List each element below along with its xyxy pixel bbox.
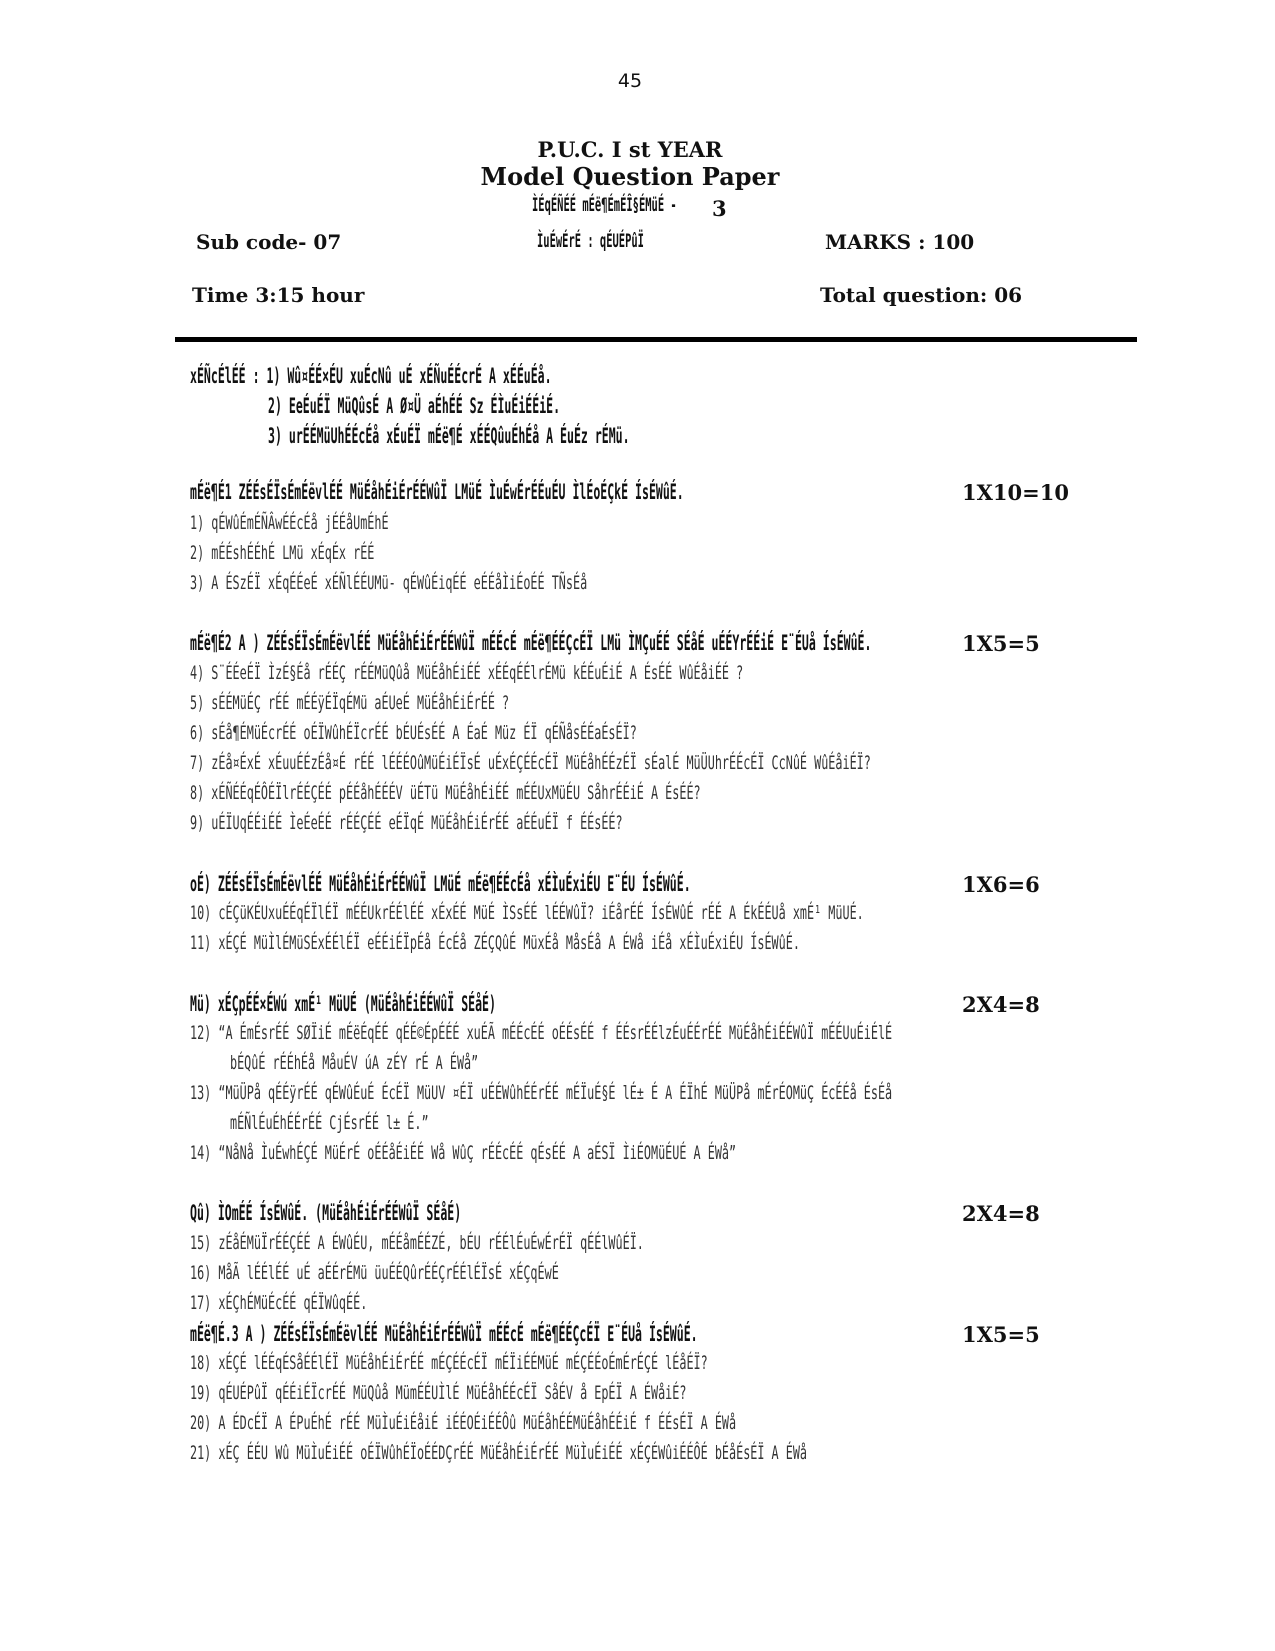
section-marks: 2X4=8	[962, 1201, 1040, 1226]
total-marks: MARKS : 100	[825, 230, 975, 254]
subject-code: Sub code- 07	[196, 230, 342, 254]
class-year-heading: P.U.C. I st YEAR	[537, 137, 723, 162]
question-item: 14) “NåNå ÌuÉwhÉÇÉ MüÉrÉ oÉÉåÉiÉÉ Wå WûÇ rÉÉcÉÉ qÉsÉÉ A aÉSÏ ÌiÉOMüÉUÉ A ÉWå”	[190, 1142, 737, 1164]
section-title: mÉë¶É.3 A ) ZÉÉsÉÏsÉmÉëvlÉÉ MüÉåhÉiÉrÉÉWûÏ mÉÉcÉ mÉë¶ÉÉÇcÉÏ E¨ÉUå ÍsÉWûÉ.	[190, 1322, 698, 1346]
section-marks: 2X4=8	[962, 992, 1040, 1017]
exam-time: Time 3:15 hour	[192, 283, 365, 307]
question-item: 13) “MüÜPå qÉÉÿrÉÉ qÉWûÉuÉ ÉcÉÏ MüUV ¤ÉÏ uÉÉWûhÉÉrÉÉ mÉÏuÉ§É lÉ± É A ÉÏhÉ MüÜPå mÉrÉOMüÇ ÉcÉÉå ÉsÉå	[190, 1082, 893, 1104]
question-item: 11) xÉÇÉ MüÌlÉMüSÉxÉÉlÉÏ eÉÉiÉÏpÉå ÉcÉå ZÉÇQûÉ MüxÉå MåsÉå A ÉWå iÉå xÉÌuÉxiÉU ÍsÉWûÉ.	[190, 932, 800, 954]
question-item: 3) A ÉSzÉÏ xÉqÉÉeÉ xÉÑlÉÉUMü- qÉWûÉiqÉÉ eÉÉåÌiÉoÉÉ TÑsÉå	[190, 572, 588, 594]
question-item: 19) qÉUÉPûÏ qÉÉiÉÏcrÉÉ MüQûå MümÉÉUÌlÉ MüÉåhÉÉcÉÏ SåÉV å EpÉÏ A ÉWåiÉ?	[190, 1382, 687, 1404]
instruction-line: xÉÑcÉlÉÉ : 1) Wû¤ÉÉ×ÉU xuÉcNû uÉ xÉÑuÉÉcrÉ A xÉÉuÉå.	[190, 364, 552, 388]
question-item: 16) MåÃ lÉÉlÉÉ uÉ aÉÉrÉMü üuÉÉQûrÉÉÇrÉÉlÉÏsÉ xÉÇqÉwÉ	[190, 1262, 559, 1284]
question-item: 17) xÉÇhÉMüÉcÉÉ qÉÏWûqÉÉ.	[190, 1292, 368, 1314]
question-item: 5) sÉÉMüÉÇ rÉÉ mÉÉÿÉÏqÉMü aÉUeÉ MüÉåhÉiÉrÉÉ ?	[190, 692, 510, 714]
page-number: 45	[617, 70, 643, 92]
section-marks: 1X6=6	[962, 872, 1040, 897]
paper-title: Model Question Paper	[480, 162, 780, 191]
question-item: 10) cÉÇüKÉUxuÉÉqÉÏlÉÏ mÉÉUkrÉÉlÉÉ xÉxÉÉ MüÉ ÌSsÉÉ lÉÉWûÏ? iÉårÉÉ ÍsÉWûÉ rÉÉ A ÉkÉÉUå xmÉ¹ MüUÉ.	[190, 902, 864, 924]
instruction-line: 3) urÉÉMüUhÉÉcÉå xÉuÉÏ mÉë¶É xÉÉQûuÉhÉå A ÉuÉz rÉMü.	[268, 424, 630, 448]
question-item: 4) S¨ÉÉeÉÏ ÌzÉ§Éå rÉÉÇ rÉÉMüQûå MüÉåhÉiÉÉ xÉÉqÉÉlrÉMü kÉÉuÉiÉ A ÉsÉÉ WûÉåiÉÉ ?	[190, 662, 744, 684]
instruction-line: 2) EeÉuÉÏ MüQûsÉ A Ø¤Ü aÉhÉÉ Sz ÉÌuÉiÉÉiÉ.	[268, 394, 561, 418]
question-item: 12) “A ÉmÉsrÉÉ SØÏiÉ mÉëÉqÉÉ qÉÉ©ÉpÉÉÉ xuÉÃ mÉÉcÉÉ oÉÉsÉÉ f ÉÉsrÉÉlzÉuÉÉrÉÉ MüÉåhÉiÉÉWûÏ mÉÉUuÉiÉlÉ	[190, 1022, 893, 1044]
question-item: 15) zÉåÉMüÏrÉÉÇÉÉ A ÉWûÉU, mÉÉåmÉÉZÉ, bÉU rÉÉlÉuÉwÉrÉÏ qÉÉlWûÉÏ.	[190, 1232, 644, 1254]
question-item-continued: bÉQûÉ rÉÉhÉå MåuÉV úA zÉY rÉ A ÉWå”	[230, 1052, 479, 1074]
question-item: 8) xÉÑÉÉqÉÔÉÏlrÉÉÇÉÉ pÉÉåhÉÉÉV üÉTü MüÉåhÉiÉÉ mÉÉUxMüÉU SåhrÉÉiÉ A ÉsÉÉ?	[190, 782, 701, 804]
question-item-continued: mÉÑlÉuÉhÉÉrÉÉ CjÉsrÉÉ l± É.”	[230, 1112, 429, 1134]
question-item: 6) sÉå¶ÉMüÉcrÉÉ oÉÏWûhÉÏcrÉÉ bÉUÉsÉÉ A ÉaÉ Müz ÉÏ qÉÑåsÉÉaÉsÉÏ?	[190, 722, 637, 744]
question-item: 18) xÉÇÉ lÉÉqÉSåÉÉlÉÏ MüÉåhÉiÉrÉÉ mÉÇÉÉcÉÏ mÉÏiÉÉMüÉ mÉÇÉÉoÉmÉrÉÇÉ lÉåÉÏ?	[190, 1352, 708, 1374]
question-item: 1) qÉWûÉmÉÑÂwÉÉcÉå jÉÉåUmÉhÉ	[190, 512, 389, 534]
section-title: Qû) ÌOmÉÉ ÍsÉWûÉ. (MüÉåhÉiÉrÉÉWûÏ SÉåÉ)	[190, 1201, 462, 1225]
section-marks: 1X5=5	[962, 631, 1040, 656]
question-item: 2) mÉÉshÉÉhÉ LMü xÉqÉx rÉÉ	[190, 542, 375, 564]
section-marks: 1X5=5	[962, 1322, 1040, 1347]
question-item: 20) A ÉDcÉÏ A ÉPuÉhÉ rÉÉ MüÌuÉiÉåiÉ iÉÉOÉiÉÉÔû MüÉåhÉÉMüÉåhÉÉiÉ f ÉÉsÉÏ A ÉWå	[190, 1412, 737, 1434]
paper-subtitle-text: ÌÉqÉÑÉÉ mÉë¶ÉmÉÎ§ÉMüÉ -	[532, 194, 677, 216]
section-title: oÉ) ZÉÉsÉÏsÉmÉëvlÉÉ MüÉåhÉiÉrÉÉWûÏ LMüÉ mÉë¶ÉÉcÉå xÉÌuÉxiÉU E¨ÉU ÍsÉWûÉ.	[190, 872, 691, 896]
section-title: Mü) xÉÇpÉÉ×ÉWú xmÉ¹ MüUÉ (MüÉåhÉiÉÉWûÏ SÉåÉ)	[190, 992, 496, 1016]
question-item: 7) zÉå¤ÉxÉ xÉuuÉÉzÉå¤É rÉÉ lÉÉÉOûMüÉiÉÏsÉ uÉxÉÇÉÉcÉÏ MüÉåhÉÉzÉÏ sÉalÉ MüÜUhrÉÉcÉÏ CcNûÉ WûÉåiÉÏ?	[190, 752, 871, 774]
question-item: 9) uÉÏUqÉÉiÉÉ ÌeÉeÉÉ rÉÉÇÉÉ eÉÏqÉ MüÉåhÉiÉrÉÉ aÉÉuÉÏ f ÉÉsÉÉ?	[190, 812, 623, 834]
section-title: mÉë¶É2 A ) ZÉÉsÉÏsÉmÉëvlÉÉ MüÉåhÉiÉrÉÉWûÏ mÉÉcÉ mÉë¶ÉÉÇcÉÏ LMü ÌMÇuÉÉ SÉåÉ uÉÉYrÉÉiÉ E¨ÉUå ÍsÉWûÉ.	[190, 631, 872, 655]
section-title: mÉë¶É1 ZÉÉsÉÏsÉmÉëvlÉÉ MüÉåhÉiÉrÉÉWûÏ LMüÉ ÌuÉwÉrÉÉuÉU ÌlÉoÉÇkÉ ÍsÉWûÉ.	[190, 480, 684, 504]
subject-name: ÌuÉwÉrÉ : qÉUÉPûÏ	[537, 230, 644, 252]
header-divider	[175, 337, 1137, 342]
section-marks: 1X10=10	[962, 480, 1069, 505]
paper-number: 3	[712, 196, 727, 221]
total-questions: Total question: 06	[820, 283, 1023, 307]
question-item: 21) xÉÇ ÉÉU Wû MüÌuÉiÉÉ oÉÏWûhÉÏoÉÉDÇrÉÉ MüÉåhÉiÉrÉÉ MüÌuÉiÉÉ xÉÇÉWûiÉÉÔÉ bÉåÉsÉÏ A ÉWå	[190, 1442, 808, 1464]
paper-subtitle	[532, 194, 812, 220]
